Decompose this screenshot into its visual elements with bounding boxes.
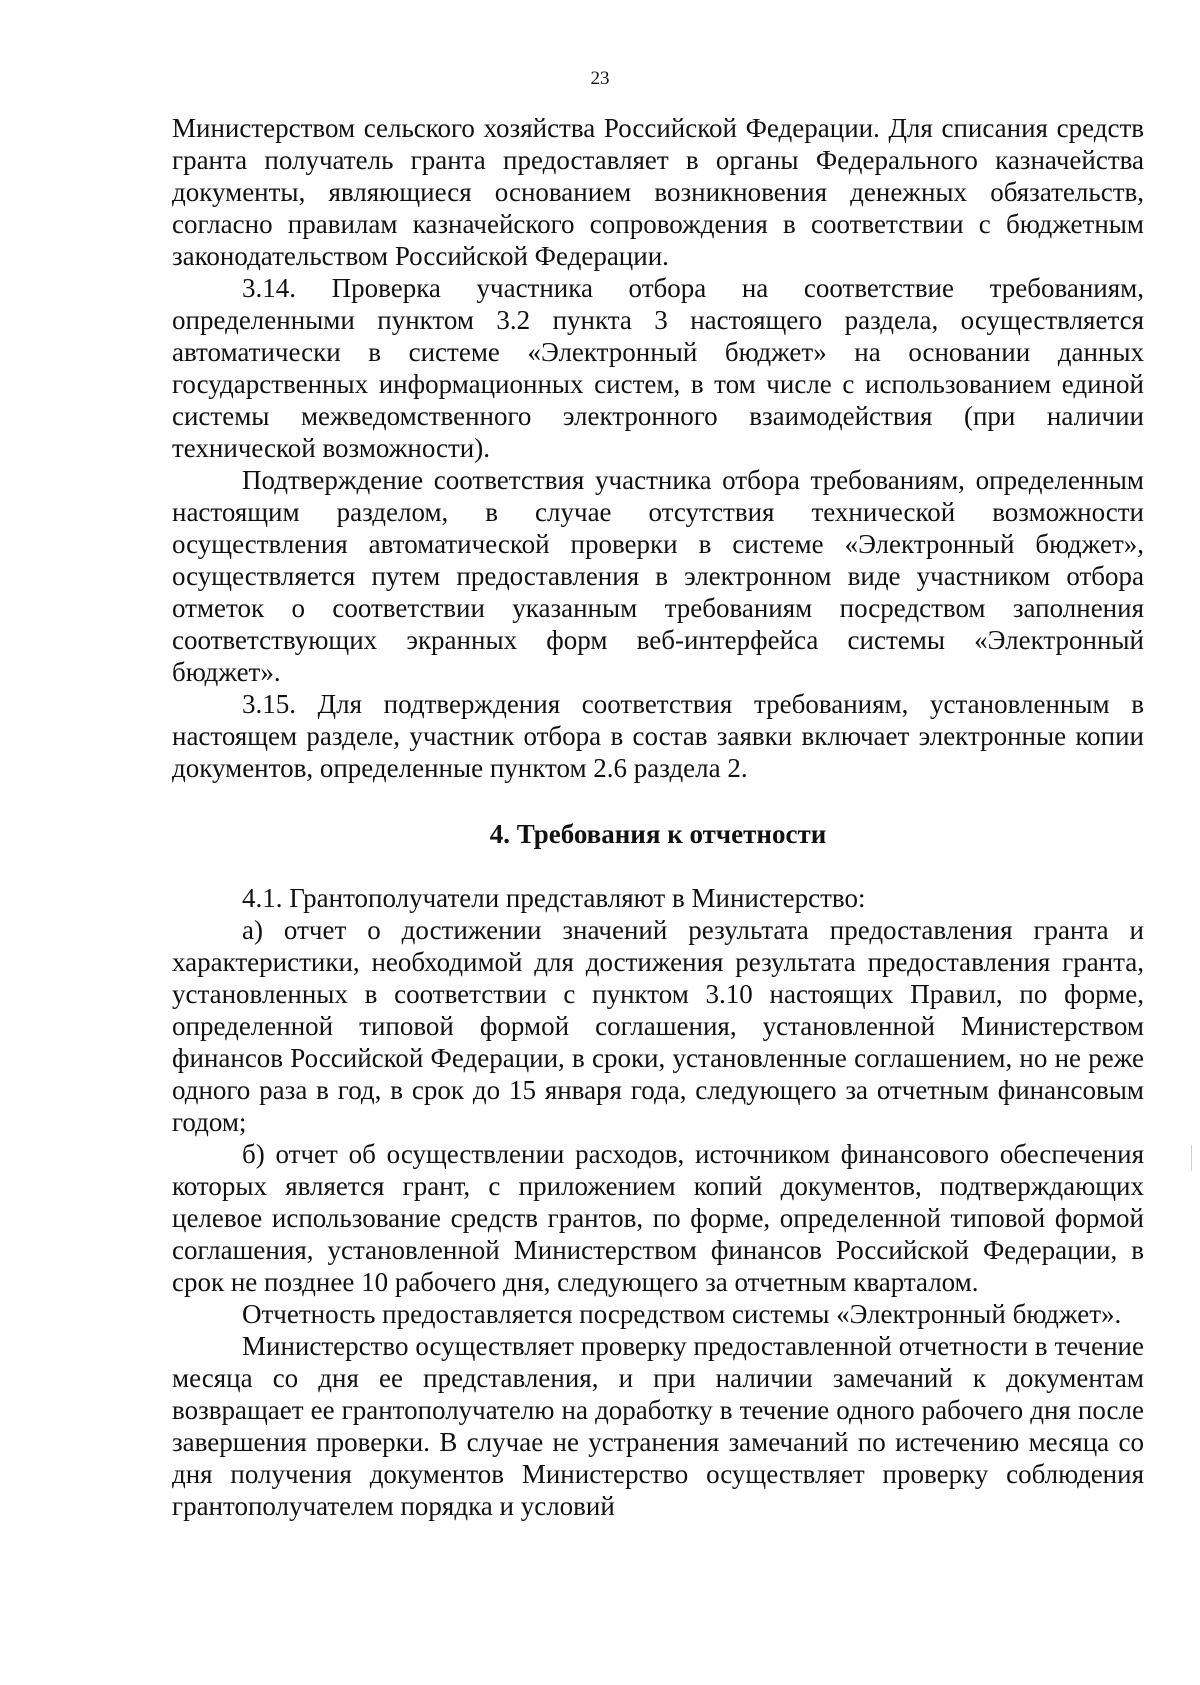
section-heading: 4. Требования к отчетности	[489, 819, 827, 849]
paragraph-3-14: 3.14. Проверка участника отбора на соответствие требованиям, определенными пунктом 3.2 пункта 3 настоящего раздела, осуществляется автоматически в системе «Электронный бюджет» на основании данных государственных информационных систем, в том числе с использованием единой системы межведомственного электронного взаимодействия (при наличии технической возможности).	[172, 273, 1144, 463]
paragraph-ministry-check: Министерство осуществляет проверку предоставленной отчетности в течение месяца со дня ее представления, и при наличии замечаний к документам возвращает ее грантополучателю на доработку в течение одного рабочего дня после завершения проверки. В случае не устранения замечаний по истечению месяца со дня получения документов Министерство осуществляет проверку соблюдения грантополучателем порядка и условий	[172, 1331, 1144, 1521]
paragraph-3-15: 3.15. Для подтверждения соответствия требованиям, установленным в настоящем разделе, участник отбора в состав заявки включает электронные копии документов, определенные пунктом 2.6 раздела 2.	[172, 689, 1144, 783]
paragraph-item-a: а) отчет о достижении значений результата предоставления гранта и характеристики, необходимой для достижения результата предоставления гранта, установленных в соответствии с пунктом 3.10 настоящих Правил, по форме, определенной типовой формой соглашения, установленной Министерством финансов Российской Федерации, в сроки, установленные соглашением, но не реже одного раза в год, в срок до 15 января года, следующего за отчетным финансовым годом;	[172, 915, 1144, 1137]
paragraph-continuation: Министерством сельского хозяйства Российской Федерации. Для списания средств гранта получатель гранта предоставляет в органы Федерального казначейства документы, являющиеся основанием возникновения денежных обязательств, согласно правилам казначейского сопровождения в соответствии с бюджетным законодательством Российской Федерации.	[172, 113, 1144, 271]
paragraph-reporting-system: Отчетность предоставляется посредством системы «Электронный бюджет».	[242, 1299, 1122, 1329]
document-body	[172, 112, 1144, 1522]
paragraph-confirmation: Подтверждение соответствия участника отбора требованиям, определенным настоящим разделом, в случае отсутствия технической возможности осуществления автоматической проверки в системе «Электронный бюджет», осуществляется путем предоставления в электронном виде участником отбора отметок о соответствии указанным требованиям посредством заполнения соответствующих экранных форм веб-интерфейса системы «Электронный бюджет».	[172, 465, 1144, 687]
paragraph-4-1: 4.1. Грантополучатели представляют в Министерство:	[242, 883, 866, 913]
paragraph-item-b: б) отчет об осуществлении расходов, источником финансового обеспечения которых является грант, с приложением копий документов, подтверждающих целевое использование средств грантов, по форме, определенной типовой формой соглашения, установленной Министерством финансов Российской Федерации, в срок не позднее 10 рабочего дня, следующего за отчетным кварталом.	[172, 1139, 1144, 1297]
page-number: 23	[590, 68, 610, 89]
scan-margin-mark	[1191, 1145, 1192, 1171]
